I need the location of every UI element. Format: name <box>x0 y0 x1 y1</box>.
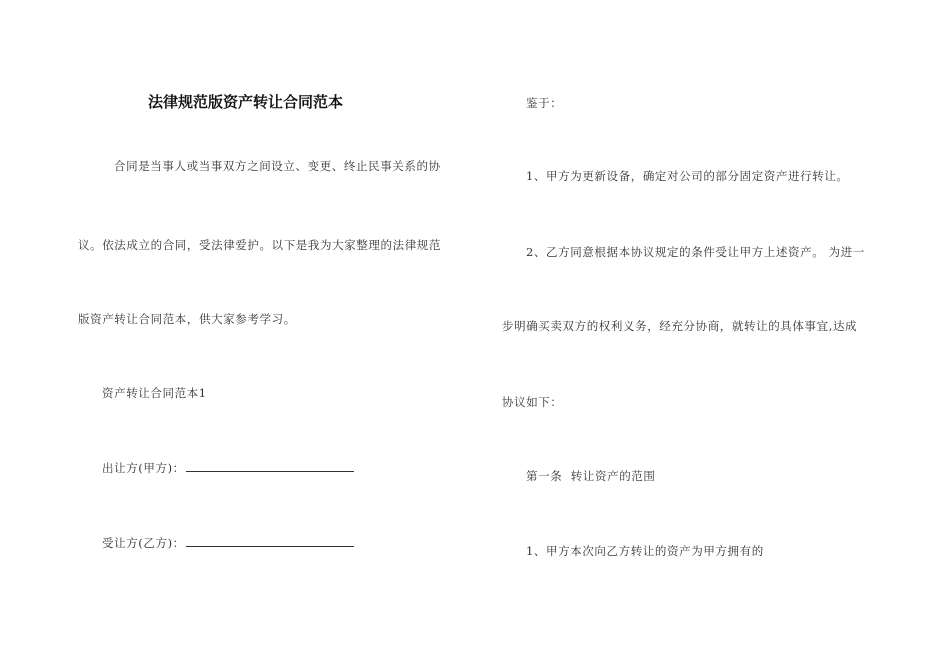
intro-line-1: 合同是当事人或当事双方之间设立、变更、终止民事关系的协 <box>114 159 441 173</box>
document-title: 法律规范版资产转让合同范本 <box>148 93 344 111</box>
article-1-heading: 第一条 转让资产的范围 <box>526 469 656 483</box>
contract-heading: 资产转让合同范本1 <box>102 386 207 400</box>
whereas-item-2: 2、乙方同意根据本协议规定的条件受让甲方上述资产。 为进一 <box>526 245 865 259</box>
whereas-heading: 鉴于： <box>526 96 563 110</box>
intro-line-2: 议。依法成立的合同，受法律爱护。以下是我为大家整理的法律规范 <box>78 238 441 252</box>
transferor-label: 出让方(甲方)： <box>102 461 185 475</box>
transferor-blank[interactable] <box>186 460 354 472</box>
agreement-intro: 协议如下： <box>502 395 563 409</box>
intro-line-3: 版资产转让合同范本，供大家参考学习。 <box>78 312 296 326</box>
transferor-field <box>102 460 354 476</box>
whereas-item-2-cont: 步明确买卖双方的权利义务，经充分协商，就转让的具体事宜,达成 <box>502 319 858 333</box>
whereas-item-1: 1、甲方为更新设备，确定对公司的部分固定资产进行转让。 <box>526 169 849 183</box>
transferee-label: 受让方(乙方)： <box>102 536 185 550</box>
article-1-item-1: 1、甲方本次向乙方转让的资产为甲方拥有的 <box>526 544 764 558</box>
transferee-field <box>102 535 354 551</box>
transferee-blank[interactable] <box>186 535 354 547</box>
